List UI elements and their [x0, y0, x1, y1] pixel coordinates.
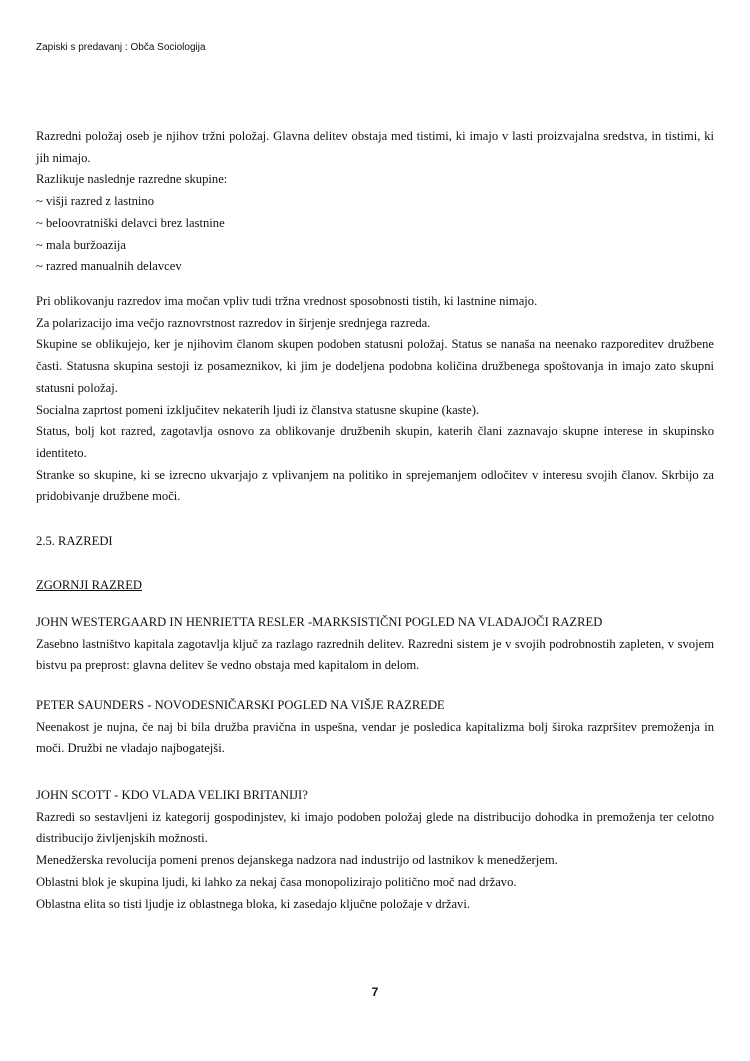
- paragraph: Za polarizacijo ima večjo raznovrstnost razredov in širjenje srednjega razreda.: [36, 315, 431, 330]
- list-item: ~ beloovratniški delavci brez lastnine: [36, 215, 225, 230]
- body-section: [36, 291, 714, 508]
- author-section: [36, 695, 714, 760]
- paragraph: Skupine se oblikujejo, ker je njihovim članom skupen podoben statusni položaj. Status se nanaša na neenako razporeditev družbene časti. Statusna skupina sestoji iz posameznikov, ki jim je dodeljena podobna količina družbenega spoštovanja in imajo zato skupni statusni položaj.: [36, 337, 714, 395]
- intro-section: [36, 126, 714, 278]
- paragraph: Razredi so sestavljeni iz kategorij gospodinjstev, ki imajo podoben položaj glede na distribucijo dohodka in premoženja ter celotno distribucijo življenjskih možnosti.: [36, 809, 714, 846]
- paragraph: Neenakost je nujna, če naj bi bila družba pravična in uspešna, vendar je posledica kapitalizma bolj široka razpršitev premoženja in moči. Družbi ne vladajo najbogatejši.: [36, 719, 714, 756]
- author-heading: PETER SAUNDERS - NOVODESNIČARSKI POGLED NA VIŠJE RAZREDE: [36, 698, 445, 712]
- paragraph: Razlikuje naslednje razredne skupine:: [36, 172, 228, 187]
- paragraph: Status, bolj kot razred, zagotavlja osnovo za oblikovanje družbenih skupin, katerih člani zaznavajo skupne interese in skupinsko identiteto.: [36, 424, 714, 460]
- page-number: 7: [371, 985, 379, 999]
- author-section: [36, 785, 714, 915]
- list-item: ~ razred manualnih delavcev: [36, 259, 182, 274]
- list-item: ~ višji razred z lastnino: [36, 194, 155, 209]
- paragraph: Pri oblikovanju razredov ima močan vpliv tudi tržna vrednost sposobnosti tistih, ki lastnine nimajo.: [36, 294, 538, 308]
- paragraph: Socialna zaprtost pomeni izključitev nekaterih ljudi iz članstva statusne skupine (kaste).: [36, 402, 480, 417]
- author-heading: JOHN WESTERGAARD IN HENRIETTA RESLER -MARKSISTIČNI POGLED NA VLADAJOČI RAZRED: [36, 615, 603, 629]
- paragraph: Oblastna elita so tisti ljudje iz oblastnega bloka, ki zasedajo ključne položaje v državi.: [36, 896, 471, 911]
- paragraph: Zasebno lastništvo kapitala zagotavlja ključ za razlago razrednih delitev. Razredni sistem je v svojih podrobnostih zapleten, v svojem bistvu pa preprost: glavna delitev še vedno obstaja med kapitalom in delom.: [36, 636, 714, 673]
- list-item: ~ mala buržoazija: [36, 237, 127, 252]
- paragraph: Oblastni blok je skupina ljudi, ki lahko za nekaj časa monopolizirajo politično moč nad državo.: [36, 874, 517, 889]
- paragraph: Razredni položaj oseb je njihov tržni položaj. Glavna delitev obstaja med tistimi, ki imajo v lasti proizvajalna sredstva, in tistimi, ki jih nimajo.: [36, 129, 714, 165]
- subsection-title: ZGORNJI RAZRED: [36, 578, 142, 592]
- author-heading: JOHN SCOTT - KDO VLADA VELIKI BRITANIJI?: [36, 788, 308, 802]
- page-header: Zapiski s predavanj : Obča Sociologija: [36, 42, 206, 53]
- section-title: 2.5. RAZREDI: [36, 534, 113, 548]
- author-section: [36, 612, 714, 677]
- paragraph: Stranke so skupine, ki se izrecno ukvarjajo z vplivanjem na politiko in sprejemanjem odločitev v interesu svojih članov. Skrbijo za pridobivanje družbene moči.: [36, 467, 714, 504]
- paragraph: Menedžerska revolucija pomeni prenos dejanskega nadzora nad industrijo od lastnikov k menedžerjem.: [36, 853, 558, 868]
